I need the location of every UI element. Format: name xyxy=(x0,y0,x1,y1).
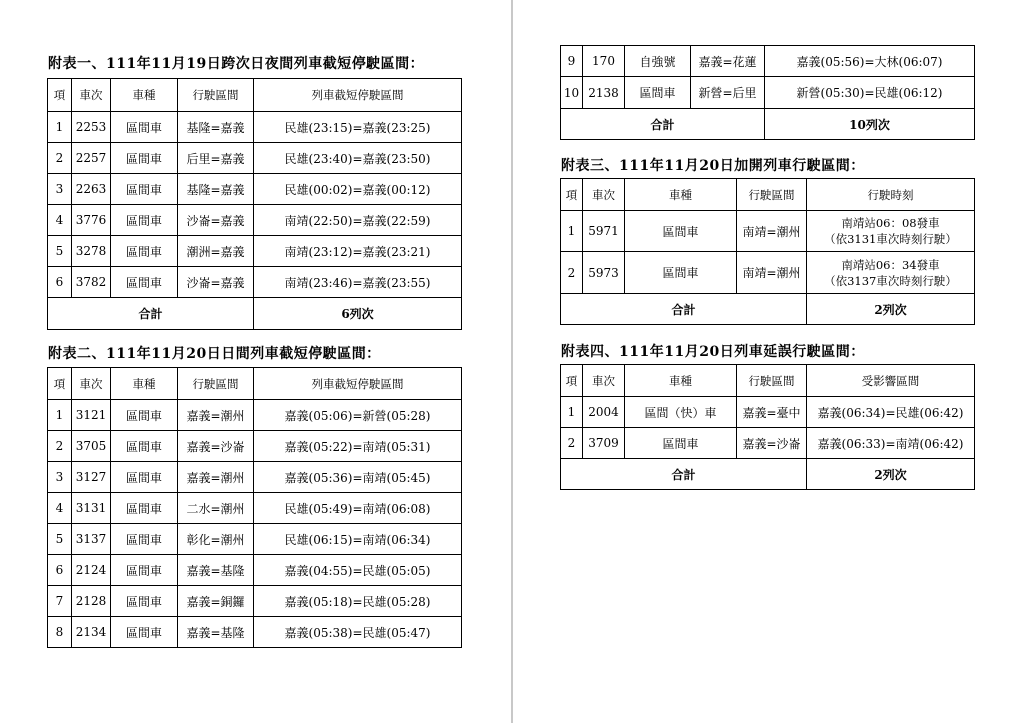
cell-train-type: 區間車 xyxy=(111,112,178,143)
col-header-train-type: 車種 xyxy=(625,179,737,211)
cell-train-no: 5973 xyxy=(583,252,625,294)
cell-route: 嘉義=潮州 xyxy=(178,400,254,431)
cell-index: 5 xyxy=(48,236,72,267)
cell-train-type: 區間車 xyxy=(111,174,178,205)
table-row xyxy=(561,46,975,77)
col-header-cut-section: 列車截短停駛區間 xyxy=(254,79,462,112)
cell-route: 基隆=嘉義 xyxy=(178,112,254,143)
cell-index: 9 xyxy=(561,46,583,77)
cell-route: 南靖=潮州 xyxy=(737,211,807,252)
cell-index: 5 xyxy=(48,524,72,555)
table-row xyxy=(48,617,462,648)
cell-train-type: 區間車 xyxy=(625,77,691,109)
cell-index: 6 xyxy=(48,555,72,586)
cell-train-type: 自強號 xyxy=(625,46,691,77)
cell-section: 南靖(22:50)=嘉義(22:59) xyxy=(254,205,462,236)
cell-train-no: 3705 xyxy=(72,431,111,462)
cell-train-no: 2134 xyxy=(72,617,111,648)
cell-index: 2 xyxy=(561,252,583,294)
cell-route: 嘉義=花蓮 xyxy=(691,46,765,77)
table3-header-row xyxy=(561,179,975,211)
table3-title: 附表三、111年11月20日加開列車行駛區間： xyxy=(561,158,865,174)
cell-route: 嘉義=基隆 xyxy=(178,555,254,586)
table4 xyxy=(560,364,975,490)
table2-title: 附表二、111年11月20日日間列車截短停駛區間： xyxy=(48,346,381,362)
total-value: 10列次 xyxy=(765,109,975,140)
cell-train-no: 3137 xyxy=(72,524,111,555)
col-header-route: 行駛區間 xyxy=(178,368,254,400)
cell-index: 2 xyxy=(48,143,72,174)
cell-section: 嘉義(05:06)=新營(05:28) xyxy=(254,400,462,431)
col-header-cut-section: 列車截短停駛區間 xyxy=(254,368,462,400)
total-label: 合計 xyxy=(48,298,254,330)
table3 xyxy=(560,178,975,325)
table-row xyxy=(48,400,462,431)
cell-train-no: 170 xyxy=(583,46,625,77)
cell-route: 基隆=嘉義 xyxy=(178,174,254,205)
col-header-index: 項 xyxy=(48,79,72,112)
cell-train-no: 3131 xyxy=(72,493,111,524)
table-row xyxy=(48,174,462,205)
cell-section: 嘉義(06:34)=民雄(06:42) xyxy=(807,397,975,428)
table2-header-row xyxy=(48,368,462,400)
cell-index: 4 xyxy=(48,493,72,524)
cell-train-no: 5971 xyxy=(583,211,625,252)
table1-total-row xyxy=(48,298,462,330)
cell-train-no: 3121 xyxy=(72,400,111,431)
cell-index: 3 xyxy=(48,174,72,205)
table-row xyxy=(48,586,462,617)
table-row xyxy=(561,428,975,459)
col-header-index: 項 xyxy=(561,365,583,397)
table-row xyxy=(48,112,462,143)
table1-header-row xyxy=(48,79,462,112)
table-row xyxy=(48,236,462,267)
schedule-departure: 南靖站06：08發車 xyxy=(841,216,940,230)
cell-train-no: 2263 xyxy=(72,174,111,205)
cell-index: 1 xyxy=(48,112,72,143)
col-header-index: 項 xyxy=(561,179,583,211)
cell-train-type: 區間車 xyxy=(111,617,178,648)
total-label: 合計 xyxy=(561,294,807,325)
col-header-train-type: 車種 xyxy=(111,79,178,112)
cell-index: 7 xyxy=(48,586,72,617)
table3-total-row xyxy=(561,294,975,325)
cell-train-no: 2124 xyxy=(72,555,111,586)
table4-total-row xyxy=(561,459,975,490)
col-header-train-no: 車次 xyxy=(72,79,111,112)
table-row xyxy=(48,143,462,174)
cell-train-no: 2257 xyxy=(72,143,111,174)
cell-route: 嘉義=潮州 xyxy=(178,462,254,493)
cell-train-type: 區間車 xyxy=(111,586,178,617)
table2-continued xyxy=(560,45,975,140)
cell-train-type: 區間車 xyxy=(111,143,178,174)
col-header-route: 行駛區間 xyxy=(737,365,807,397)
cell-train-type: 區間車 xyxy=(111,555,178,586)
cell-train-type: 區間（快）車 xyxy=(625,397,737,428)
cell-train-no: 2004 xyxy=(583,397,625,428)
col-header-index: 項 xyxy=(48,368,72,400)
cell-index: 4 xyxy=(48,205,72,236)
cell-section: 民雄(06:15)=南靖(06:34) xyxy=(254,524,462,555)
cell-section: 民雄(05:49)=南靖(06:08) xyxy=(254,493,462,524)
cell-section: 嘉義(04:55)=民雄(05:05) xyxy=(254,555,462,586)
cell-section: 新營(05:30)=民雄(06:12) xyxy=(765,77,975,109)
col-header-route: 行駛區間 xyxy=(737,179,807,211)
cell-section: 嘉義(05:18)=民雄(05:28) xyxy=(254,586,462,617)
cell-train-type: 區間車 xyxy=(111,524,178,555)
total-value: 6列次 xyxy=(254,298,462,330)
total-label: 合計 xyxy=(561,109,765,140)
total-value: 2列次 xyxy=(807,294,975,325)
cell-train-no: 2253 xyxy=(72,112,111,143)
table-row xyxy=(48,267,462,298)
table4-title: 附表四、111年11月20日列車延誤行駛區間： xyxy=(561,344,865,360)
cell-train-type: 區間車 xyxy=(625,428,737,459)
table-row xyxy=(48,555,462,586)
cell-index: 10 xyxy=(561,77,583,109)
cell-train-type: 區間車 xyxy=(111,267,178,298)
cell-section: 嘉義(05:22)=南靖(05:31) xyxy=(254,431,462,462)
table-row xyxy=(561,77,975,109)
total-label: 合計 xyxy=(561,459,807,490)
cell-section: 嘉義(05:36)=南靖(05:45) xyxy=(254,462,462,493)
cell-train-type: 區間車 xyxy=(111,493,178,524)
cell-index: 1 xyxy=(48,400,72,431)
cell-section: 民雄(23:15)=嘉義(23:25) xyxy=(254,112,462,143)
cell-route: 新營=后里 xyxy=(691,77,765,109)
col-header-train-no: 車次 xyxy=(583,365,625,397)
cell-section: 嘉義(05:56)=大林(06:07) xyxy=(765,46,975,77)
schedule-departure: 南靖站06：34發車 xyxy=(841,257,940,272)
cell-route: 潮洲=嘉義 xyxy=(178,236,254,267)
document-page-left xyxy=(0,0,511,723)
col-header-affected-section: 受影響區間 xyxy=(807,365,975,397)
cell-train-type: 區間車 xyxy=(111,431,178,462)
cell-train-no: 3127 xyxy=(72,462,111,493)
cell-route: 沙崙=嘉義 xyxy=(178,267,254,298)
cell-train-type: 區間車 xyxy=(111,400,178,431)
table-row xyxy=(48,462,462,493)
col-header-route: 行駛區間 xyxy=(178,79,254,112)
cell-train-type: 區間車 xyxy=(111,236,178,267)
cell-index: 6 xyxy=(48,267,72,298)
cell-schedule xyxy=(807,252,975,294)
cell-route: 嘉義=銅鑼 xyxy=(178,586,254,617)
schedule-note: （依3137車次時刻行駛） xyxy=(824,273,957,288)
cell-route: 嘉義=沙崙 xyxy=(178,431,254,462)
table2-total-row xyxy=(561,109,975,140)
cell-index: 8 xyxy=(48,617,72,648)
cell-index: 1 xyxy=(561,397,583,428)
cell-route: 嘉義=沙崙 xyxy=(737,428,807,459)
cell-section: 南靖(23:12)=嘉義(23:21) xyxy=(254,236,462,267)
cell-index: 2 xyxy=(48,431,72,462)
table-row xyxy=(561,397,975,428)
table-row xyxy=(561,252,975,294)
table4-header-row xyxy=(561,365,975,397)
cell-route: 沙崙=嘉義 xyxy=(178,205,254,236)
cell-train-type: 區間車 xyxy=(111,205,178,236)
cell-schedule xyxy=(807,211,975,252)
cell-train-no: 3709 xyxy=(583,428,625,459)
cell-route: 彰化=潮州 xyxy=(178,524,254,555)
table1 xyxy=(47,78,462,330)
col-header-train-type: 車種 xyxy=(625,365,737,397)
cell-route: 南靖=潮州 xyxy=(737,252,807,294)
schedule-note: （依3131車次時刻行駛） xyxy=(824,232,957,246)
cell-train-no: 3776 xyxy=(72,205,111,236)
cell-train-type: 區間車 xyxy=(625,252,737,294)
table-row xyxy=(48,524,462,555)
col-header-train-no: 車次 xyxy=(583,179,625,211)
total-value: 2列次 xyxy=(807,459,975,490)
cell-index: 2 xyxy=(561,428,583,459)
table-row xyxy=(48,431,462,462)
col-header-train-no: 車次 xyxy=(72,368,111,400)
cell-section: 嘉義(05:38)=民雄(05:47) xyxy=(254,617,462,648)
cell-section: 民雄(23:40)=嘉義(23:50) xyxy=(254,143,462,174)
cell-route: 嘉義=基隆 xyxy=(178,617,254,648)
cell-train-no: 3782 xyxy=(72,267,111,298)
cell-train-no: 2138 xyxy=(583,77,625,109)
cell-train-no: 3278 xyxy=(72,236,111,267)
table-row xyxy=(48,493,462,524)
cell-index: 3 xyxy=(48,462,72,493)
table2 xyxy=(47,367,462,648)
cell-section: 嘉義(06:33)=南靖(06:42) xyxy=(807,428,975,459)
table-row xyxy=(561,211,975,252)
table-row xyxy=(48,205,462,236)
col-header-train-type: 車種 xyxy=(111,368,178,400)
cell-section: 民雄(00:02)=嘉義(00:12) xyxy=(254,174,462,205)
cell-train-type: 區間車 xyxy=(111,462,178,493)
cell-train-no: 2128 xyxy=(72,586,111,617)
col-header-schedule: 行駛時刻 xyxy=(807,179,975,211)
cell-route: 后里=嘉義 xyxy=(178,143,254,174)
cell-route: 嘉義=臺中 xyxy=(737,397,807,428)
cell-index: 1 xyxy=(561,211,583,252)
cell-section: 南靖(23:46)=嘉義(23:55) xyxy=(254,267,462,298)
cell-route: 二水=潮州 xyxy=(178,493,254,524)
cell-train-type: 區間車 xyxy=(625,211,737,252)
table1-title: 附表一、111年11月19日跨次日夜間列車截短停駛區間： xyxy=(48,56,425,72)
